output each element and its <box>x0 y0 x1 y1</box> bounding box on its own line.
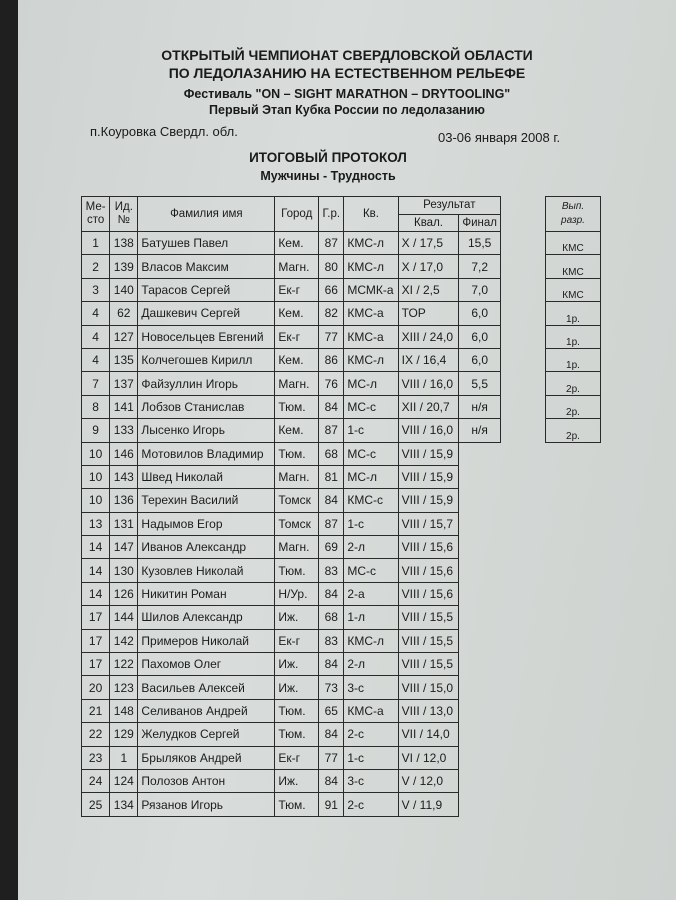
table-row <box>82 606 501 629</box>
table-header-row <box>82 197 501 215</box>
cell-place: 17 <box>82 629 110 652</box>
cell-final-empty <box>459 512 501 535</box>
cell-name: Селиванов Андрей <box>138 699 275 722</box>
cell-rank: МСМК-а <box>344 278 398 301</box>
side-row <box>546 255 601 278</box>
table-row <box>82 723 501 746</box>
cell-name: Желудков Сергей <box>138 723 275 746</box>
cell-city: Иж. <box>275 653 319 676</box>
cell-rank: 2-л <box>344 536 398 559</box>
cell-final-empty <box>459 442 501 465</box>
cell-final: 6,0 <box>459 348 501 371</box>
cell-city: Тюм. <box>275 559 319 582</box>
cell-year: 84 <box>319 395 344 418</box>
cell-qual: IX / 16,4 <box>398 348 459 371</box>
side-row <box>546 302 601 325</box>
col-header-rank: Кв. <box>344 197 398 232</box>
cell-id: 124 <box>110 769 138 792</box>
cell-name: Дашкевич Сергей <box>138 302 275 325</box>
cell-year: 82 <box>319 302 344 325</box>
cell-qual: VIII / 16,0 <box>398 372 459 395</box>
cell-name: Файзуллин Игорь <box>138 372 275 395</box>
cell-name: Кузовлев Николай <box>138 559 275 582</box>
cell-qual: VIII / 16,0 <box>398 419 459 442</box>
cell-year: 68 <box>319 606 344 629</box>
cell-name: Лобзов Станислав <box>138 395 275 418</box>
cell-qual: V / 12,0 <box>398 769 459 792</box>
cell-qual: VIII / 15,0 <box>398 676 459 699</box>
cell-place: 20 <box>82 676 110 699</box>
cell-completed-rank: 1р. <box>546 348 601 371</box>
cell-final-empty <box>459 699 501 722</box>
cell-year: 84 <box>319 723 344 746</box>
cell-place: 9 <box>82 419 110 442</box>
cell-city: Иж. <box>275 676 319 699</box>
cell-rank: 2-а <box>344 582 398 605</box>
cell-completed-rank: КМС <box>546 278 601 301</box>
col-header-id: Ид. № <box>110 197 138 232</box>
cell-name: Батушев Павел <box>138 232 275 255</box>
cell-id: 131 <box>110 512 138 535</box>
cell-place: 2 <box>82 255 110 278</box>
title-line-4: Первый Этап Кубка России по ледолазанию <box>209 103 485 117</box>
cell-name: Надымов Егор <box>138 512 275 535</box>
cell-name: Брыляков Андрей <box>138 746 275 769</box>
cell-rank: КМС-с <box>344 489 398 512</box>
table-row <box>82 442 501 465</box>
cell-name: Колчегошев Кирилл <box>138 348 275 371</box>
col-header-result: Результат <box>398 197 500 215</box>
cell-place: 17 <box>82 653 110 676</box>
cell-place: 13 <box>82 512 110 535</box>
side-row <box>546 419 601 442</box>
cell-rank: МС-с <box>344 559 398 582</box>
cell-final-empty <box>459 769 501 792</box>
table-row <box>82 302 501 325</box>
cell-city: Кем. <box>275 419 319 442</box>
title-line-3: Фестиваль "ON – SIGHT MARATHON – DRYTOOLING" <box>183 87 511 101</box>
cell-qual: X / 17,0 <box>398 255 459 278</box>
cell-place: 22 <box>82 723 110 746</box>
cell-id: 127 <box>110 325 138 348</box>
cell-rank: 3-с <box>344 769 398 792</box>
col-header-qual: Квал. <box>398 214 459 232</box>
table-row <box>82 465 501 488</box>
cell-id: 140 <box>110 278 138 301</box>
cell-year: 91 <box>319 793 344 816</box>
cell-final: 15,5 <box>459 232 501 255</box>
cell-id: 138 <box>110 232 138 255</box>
cell-place: 10 <box>82 489 110 512</box>
cell-name: Полозов Антон <box>138 769 275 792</box>
cell-rank: МС-с <box>344 395 398 418</box>
cell-name: Примеров Николай <box>138 629 275 652</box>
cell-rank: 1-с <box>344 746 398 769</box>
cell-rank: КМС-а <box>344 302 398 325</box>
festival-title <box>18 86 676 118</box>
cell-year: 69 <box>319 536 344 559</box>
results-table <box>81 196 501 817</box>
cell-rank: 2-л <box>344 653 398 676</box>
cell-city: Кем. <box>275 302 319 325</box>
cell-id: 62 <box>110 302 138 325</box>
cell-qual: VIII / 13,0 <box>398 699 459 722</box>
cell-final-empty <box>459 536 501 559</box>
protocol-subtitle: Мужчины - Трудность <box>260 169 396 183</box>
cell-place: 4 <box>82 302 110 325</box>
cell-id: 122 <box>110 653 138 676</box>
cell-city: Томск <box>275 512 319 535</box>
cell-rank: КМС-а <box>344 325 398 348</box>
table-row <box>82 255 501 278</box>
side-row <box>546 325 601 348</box>
col-header-name: Фамилия имя <box>138 197 275 232</box>
table-row <box>82 512 501 535</box>
cell-place: 21 <box>82 699 110 722</box>
cell-id: 123 <box>110 676 138 699</box>
table-row <box>82 793 501 816</box>
cell-rank: КМС-л <box>344 232 398 255</box>
cell-rank: 2-с <box>344 723 398 746</box>
cell-rank: МС-с <box>344 442 398 465</box>
cell-qual: VI / 12,0 <box>398 746 459 769</box>
cell-id: 133 <box>110 419 138 442</box>
cell-name: Швед Николай <box>138 465 275 488</box>
cell-final-empty <box>459 489 501 512</box>
cell-city: Иж. <box>275 769 319 792</box>
cell-id: 129 <box>110 723 138 746</box>
cell-city: Иж. <box>275 606 319 629</box>
cell-year: 86 <box>319 348 344 371</box>
cell-qual: ТОР <box>398 302 459 325</box>
cell-completed-rank: 2р. <box>546 419 601 442</box>
side-row <box>546 278 601 301</box>
table-row <box>82 653 501 676</box>
cell-place: 4 <box>82 348 110 371</box>
cell-qual: XIII / 24,0 <box>398 325 459 348</box>
cell-city: Магн. <box>275 255 319 278</box>
table-row <box>82 559 501 582</box>
cell-name: Шилов Александр <box>138 606 275 629</box>
table-row <box>82 372 501 395</box>
cell-final-empty <box>459 582 501 605</box>
cell-year: 77 <box>319 746 344 769</box>
cell-place: 1 <box>82 232 110 255</box>
cell-year: 84 <box>319 653 344 676</box>
table-row <box>82 769 501 792</box>
cell-id: 139 <box>110 255 138 278</box>
cell-name: Лысенко Игорь <box>138 419 275 442</box>
table-row <box>82 489 501 512</box>
title-line-1: ОТКРЫТЫЙ ЧЕМПИОНАТ СВЕРДЛОВСКОЙ ОБЛАСТИ <box>161 47 533 63</box>
table-row <box>82 419 501 442</box>
side-row <box>546 348 601 371</box>
cell-qual: VIII / 15,9 <box>398 442 459 465</box>
cell-final: н/я <box>459 395 501 418</box>
cell-final-empty <box>459 723 501 746</box>
event-date: 03-06 января 2008 г. <box>438 130 561 145</box>
cell-city: Магн. <box>275 465 319 488</box>
title-line-2: ПО ЛЕДОЛАЗАНИЮ НА ЕСТЕСТВЕННОМ РЕЛЬЕФЕ <box>168 65 526 81</box>
cell-qual: X / 17,5 <box>398 232 459 255</box>
cell-qual: VIII / 15,6 <box>398 536 459 559</box>
cell-final-empty <box>459 559 501 582</box>
cell-place: 17 <box>82 606 110 629</box>
cell-id: 135 <box>110 348 138 371</box>
table-row <box>82 582 501 605</box>
cell-id: 136 <box>110 489 138 512</box>
cell-city: Кем. <box>275 348 319 371</box>
cell-final-empty <box>459 746 501 769</box>
cell-city: Ек-г <box>275 629 319 652</box>
cell-final-empty <box>459 606 501 629</box>
cell-qual: V / 11,9 <box>398 793 459 816</box>
cell-name: Власов Максим <box>138 255 275 278</box>
cell-final: 7,0 <box>459 278 501 301</box>
cell-qual: VIII / 15,7 <box>398 512 459 535</box>
cell-year: 84 <box>319 489 344 512</box>
cell-id: 141 <box>110 395 138 418</box>
cell-place: 23 <box>82 746 110 769</box>
cell-year: 65 <box>319 699 344 722</box>
cell-qual: XII / 20,7 <box>398 395 459 418</box>
cell-name: Пахомов Олег <box>138 653 275 676</box>
table-row <box>82 278 501 301</box>
cell-year: 66 <box>319 278 344 301</box>
cell-id: 147 <box>110 536 138 559</box>
cell-city: Тюм. <box>275 793 319 816</box>
cell-rank: 3-с <box>344 676 398 699</box>
side-row <box>546 372 601 395</box>
cell-rank: МС-л <box>344 372 398 395</box>
cell-id: 130 <box>110 559 138 582</box>
table-row <box>82 629 501 652</box>
protocol-title: ИТОГОВЫЙ ПРОТОКОЛ <box>249 150 407 165</box>
cell-completed-rank: 2р. <box>546 395 601 418</box>
cell-completed-rank: 1р. <box>546 325 601 348</box>
cell-year: 84 <box>319 582 344 605</box>
cell-name: Новосельцев Евгений <box>138 325 275 348</box>
cell-qual: XI / 2,5 <box>398 278 459 301</box>
cell-year: 84 <box>319 769 344 792</box>
cell-id: 143 <box>110 465 138 488</box>
event-location: п.Коуровка Свердл. обл. <box>90 124 238 139</box>
cell-qual: VIII / 15,6 <box>398 582 459 605</box>
cell-id: 144 <box>110 606 138 629</box>
cell-name: Терехин Василий <box>138 489 275 512</box>
cell-id: 126 <box>110 582 138 605</box>
cell-year: 83 <box>319 629 344 652</box>
cell-final-empty <box>459 793 501 816</box>
cell-year: 81 <box>319 465 344 488</box>
cell-place: 10 <box>82 465 110 488</box>
cell-completed-rank: КМС <box>546 232 601 255</box>
cell-id: 134 <box>110 793 138 816</box>
cell-final: н/я <box>459 419 501 442</box>
cell-city: Тюм. <box>275 699 319 722</box>
col-header-completed-rank: Вып. разр. <box>546 197 601 232</box>
cell-name: Мотовилов Владимир <box>138 442 275 465</box>
cell-qual: VIII / 15,5 <box>398 606 459 629</box>
cell-name: Васильев Алексей <box>138 676 275 699</box>
cell-qual: VIII / 15,9 <box>398 489 459 512</box>
cell-year: 87 <box>319 512 344 535</box>
cell-city: Ек-г <box>275 746 319 769</box>
cell-final: 5,5 <box>459 372 501 395</box>
cell-final: 6,0 <box>459 302 501 325</box>
cell-final: 6,0 <box>459 325 501 348</box>
cell-rank: КМС-а <box>344 699 398 722</box>
cell-city: Кем. <box>275 232 319 255</box>
cell-name: Рязанов Игорь <box>138 793 275 816</box>
cell-place: 14 <box>82 536 110 559</box>
cell-place: 7 <box>82 372 110 395</box>
cell-rank: КМС-л <box>344 348 398 371</box>
table-row <box>82 536 501 559</box>
cell-year: 87 <box>319 419 344 442</box>
cell-rank: 1-с <box>344 419 398 442</box>
cell-final-empty <box>459 465 501 488</box>
cell-final-empty <box>459 629 501 652</box>
cell-qual: VIII / 15,5 <box>398 653 459 676</box>
cell-city: Тюм. <box>275 723 319 746</box>
cell-name: Тарасов Сергей <box>138 278 275 301</box>
cell-id: 146 <box>110 442 138 465</box>
cell-year: 83 <box>319 559 344 582</box>
cell-year: 87 <box>319 232 344 255</box>
side-row <box>546 232 601 255</box>
cell-city: Н/Ур. <box>275 582 319 605</box>
cell-name: Никитин Роман <box>138 582 275 605</box>
cell-city: Ек-г <box>275 325 319 348</box>
cell-final-empty <box>459 676 501 699</box>
cell-place: 10 <box>82 442 110 465</box>
cell-rank: 2-с <box>344 793 398 816</box>
cell-final: 7,2 <box>459 255 501 278</box>
col-header-place: Ме-сто <box>82 197 110 232</box>
cell-rank: 1-л <box>344 606 398 629</box>
cell-place: 4 <box>82 325 110 348</box>
cell-id: 1 <box>110 746 138 769</box>
cell-place: 14 <box>82 559 110 582</box>
col-header-final: Финал <box>459 214 501 232</box>
cell-id: 148 <box>110 699 138 722</box>
cell-city: Магн. <box>275 536 319 559</box>
cell-year: 80 <box>319 255 344 278</box>
cell-qual: VIII / 15,6 <box>398 559 459 582</box>
cell-place: 8 <box>82 395 110 418</box>
cell-qual: VIII / 15,9 <box>398 465 459 488</box>
championship-title <box>18 46 676 82</box>
cell-year: 73 <box>319 676 344 699</box>
cell-city: Томск <box>275 489 319 512</box>
table-row <box>82 395 501 418</box>
cell-rank: 1-с <box>344 512 398 535</box>
protocol-sheet <box>18 0 676 900</box>
cell-city: Тюм. <box>275 442 319 465</box>
cell-name: Иванов Александр <box>138 536 275 559</box>
table-row <box>82 325 501 348</box>
table-row <box>82 699 501 722</box>
cell-city: Магн. <box>275 372 319 395</box>
cell-place: 25 <box>82 793 110 816</box>
cell-completed-rank: 1р. <box>546 302 601 325</box>
cell-final-empty <box>459 653 501 676</box>
table-row <box>82 676 501 699</box>
cell-year: 77 <box>319 325 344 348</box>
cell-place: 3 <box>82 278 110 301</box>
cell-place: 24 <box>82 769 110 792</box>
col-header-year: Г.р. <box>319 197 344 232</box>
cell-city: Тюм. <box>275 395 319 418</box>
cell-qual: VII / 14,0 <box>398 723 459 746</box>
cell-rank: КМС-л <box>344 255 398 278</box>
cell-completed-rank: КМС <box>546 255 601 278</box>
cell-rank: МС-л <box>344 465 398 488</box>
cell-id: 142 <box>110 629 138 652</box>
cell-completed-rank: 2р. <box>546 372 601 395</box>
cell-qual: VIII / 15,5 <box>398 629 459 652</box>
cell-year: 68 <box>319 442 344 465</box>
cell-rank: КМС-л <box>344 629 398 652</box>
side-row <box>546 395 601 418</box>
cell-place: 14 <box>82 582 110 605</box>
cell-id: 137 <box>110 372 138 395</box>
cell-city: Ек-г <box>275 278 319 301</box>
col-header-city: Город <box>275 197 319 232</box>
completed-rank-table <box>545 196 601 443</box>
table-row <box>82 348 501 371</box>
table-row <box>82 746 501 769</box>
cell-year: 76 <box>319 372 344 395</box>
table-row <box>82 232 501 255</box>
